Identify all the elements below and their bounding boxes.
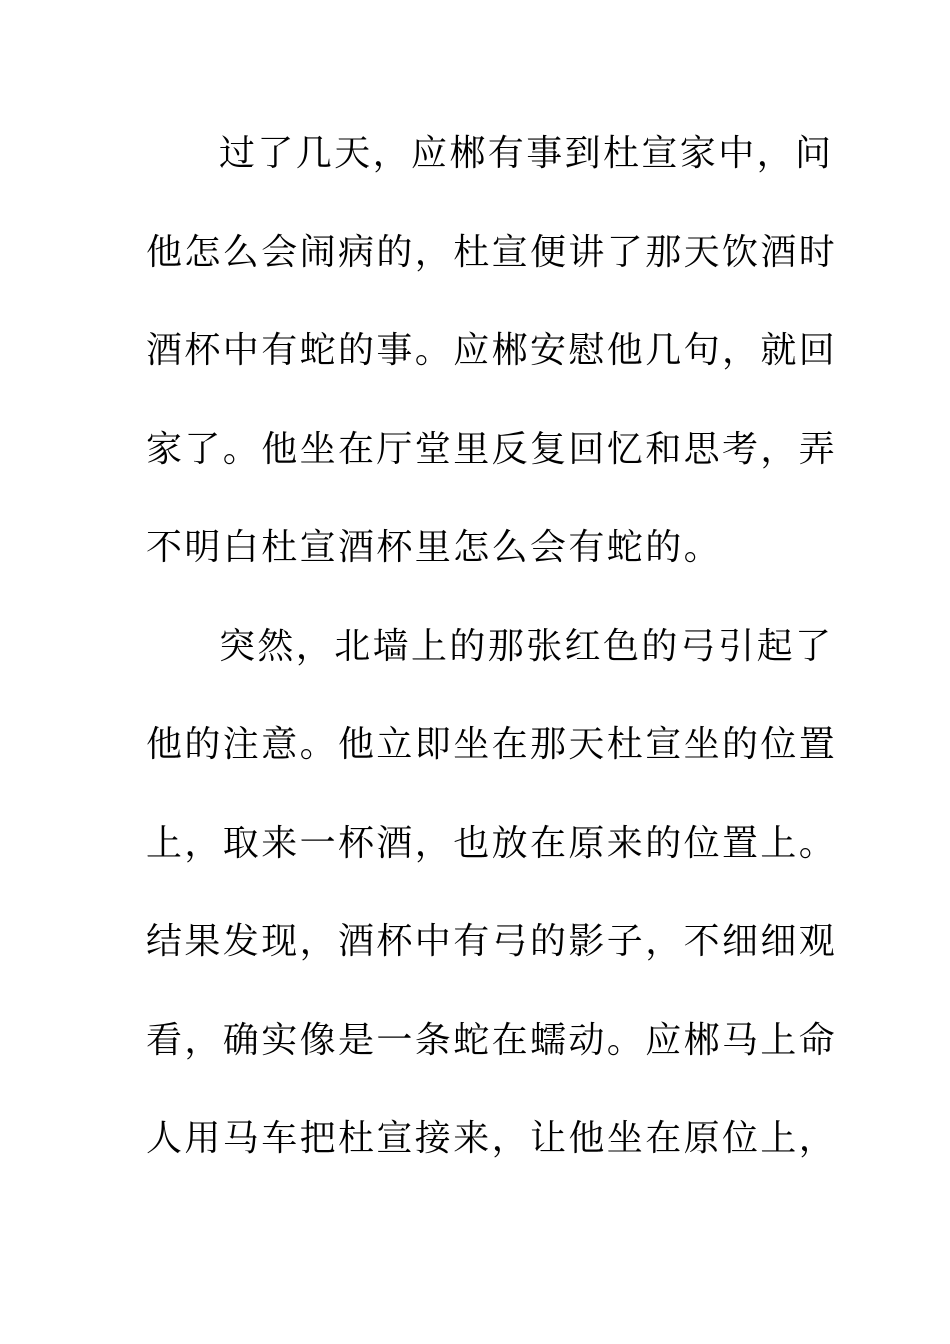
paragraph xyxy=(146,615,838,1206)
text-line: 他怎么会闹病的，杜宣便讲了那天饮酒时 xyxy=(146,231,838,273)
paragraph xyxy=(146,122,838,615)
text-line: 上，取来一杯酒，也放在原来的位置上。 xyxy=(146,822,838,864)
text-line: 家了。他坐在厅堂里反复回忆和思考，弄 xyxy=(146,428,838,470)
text-line: 人用马车把杜宣接来，让他坐在原位上， xyxy=(146,1118,838,1159)
text-line: 突然，北墙上的那张红色的弓引起了 xyxy=(219,625,834,667)
text-line: 不明白杜宣酒杯里怎么会有蛇的。 xyxy=(146,527,723,568)
text-line: 过了几天，应郴有事到杜宣家中，问 xyxy=(219,133,834,174)
body-text xyxy=(146,122,838,1206)
text-line: 结果发现，酒杯中有弓的影子，不细细观 xyxy=(146,921,838,962)
text-line: 看，确实像是一条蛇在蠕动。应郴马上命 xyxy=(146,1019,838,1061)
text-line: 酒杯中有蛇的事。应郴安慰他几句，就回 xyxy=(146,330,838,371)
text-line: 他的注意。他立即坐在那天杜宣坐的位置 xyxy=(146,724,838,765)
